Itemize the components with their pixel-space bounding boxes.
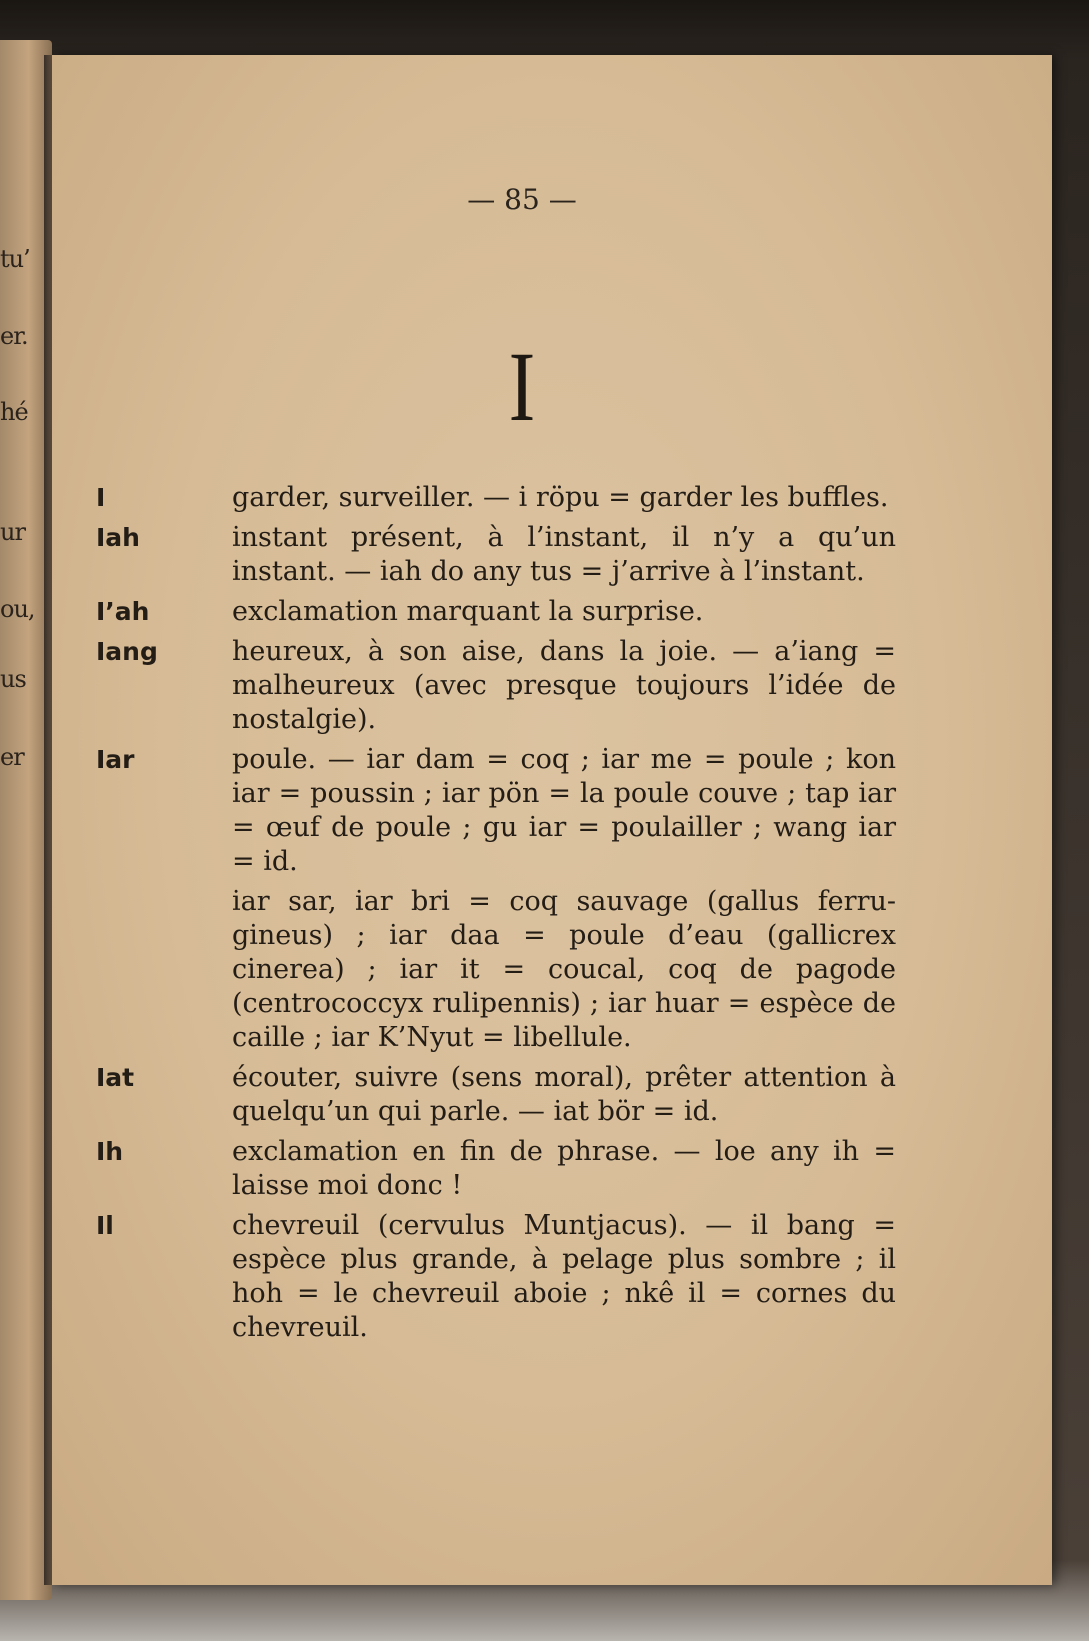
entry-definition <box>232 481 896 515</box>
dictionary-entry <box>96 1135 896 1203</box>
left-page-fragment: er <box>0 743 24 771</box>
definition-paragraph: poule. — iar dam = coq ; iar me = poule ; kon iar = poussin ; iar pön = la poule couve ; tap iar = œuf de poule ; gu iar = poulailler ; wang iar = id. <box>232 744 896 877</box>
entry-definition <box>232 521 896 589</box>
definition-paragraph: instant présent, à l’instant, il n’y a qu’un instant. — iah do any tus = j’arrive à l’instant. <box>232 522 896 587</box>
entry-definition <box>232 1135 896 1203</box>
dictionary-entry <box>96 635 896 737</box>
definition-paragraph: écouter, suivre (sens moral), prêter attention à quelqu’un qui parle. — iat bör = id. <box>232 1062 896 1127</box>
entry-headword: Iar <box>96 745 135 774</box>
entry-headword: Iah <box>96 523 140 552</box>
entry-headword: Il <box>96 1211 114 1240</box>
left-page-fragment: us <box>0 665 26 693</box>
definition-paragraph: exclamation marquant la surprise. <box>232 596 704 627</box>
entry-definition <box>232 1209 896 1345</box>
page-number: — 85 — <box>467 183 577 216</box>
dictionary-entry <box>96 595 896 629</box>
book-page <box>52 55 1052 1585</box>
entry-definition <box>232 595 896 629</box>
left-page-fragment: ur <box>0 518 25 546</box>
entry-headword: Ih <box>96 1137 124 1166</box>
definition-paragraph: iar sar, iar bri = coq sauvage (gallus ferru-gineus) ; iar daa = poule d’eau (gallicrex cinerea) ; iar it = coucal, coq de pagode (centrococcyx rulipennis) ; iar huar = espèce de caille ; iar K’Nyut = libellule. <box>232 886 896 1053</box>
dictionary-entries <box>96 481 896 1351</box>
definition-paragraph: heureux, à son aise, dans la joie. — a’iang = malheureux (avec presque toujours l’idée de nostalgie). <box>232 636 896 735</box>
definition-paragraph: chevreuil (cervulus Muntjacus). — il bang = espèce plus grande, à pelage plus sombre ; il hoh = le chevreuil aboie ; nkê il = cornes du chevreuil. <box>232 1210 896 1343</box>
entry-headword: I <box>96 483 106 512</box>
entry-definition <box>232 635 896 737</box>
dictionary-entry <box>96 481 896 515</box>
entry-headword: I’ah <box>96 597 150 626</box>
entry-definition <box>232 743 896 1055</box>
section-letter: I <box>508 331 536 442</box>
left-page-fragment: er. <box>0 322 28 350</box>
entry-headword: Iang <box>96 637 158 666</box>
definition-paragraph: exclamation en fin de phrase. — loe any ih = laisse moi donc ! <box>232 1136 896 1201</box>
dictionary-entry <box>96 521 896 589</box>
entry-headword: Iat <box>96 1063 135 1092</box>
left-page-fragment: tu’ <box>0 245 30 273</box>
left-page-fragment: hé <box>0 398 28 426</box>
left-page-fragment: ou, <box>0 595 35 623</box>
entry-definition <box>232 1061 896 1129</box>
dictionary-entry <box>96 1209 896 1345</box>
dictionary-entry <box>96 1061 896 1129</box>
definition-paragraph: garder, surveiller. — i röpu = garder les buffles. <box>232 482 889 513</box>
dictionary-entry <box>96 743 896 1055</box>
